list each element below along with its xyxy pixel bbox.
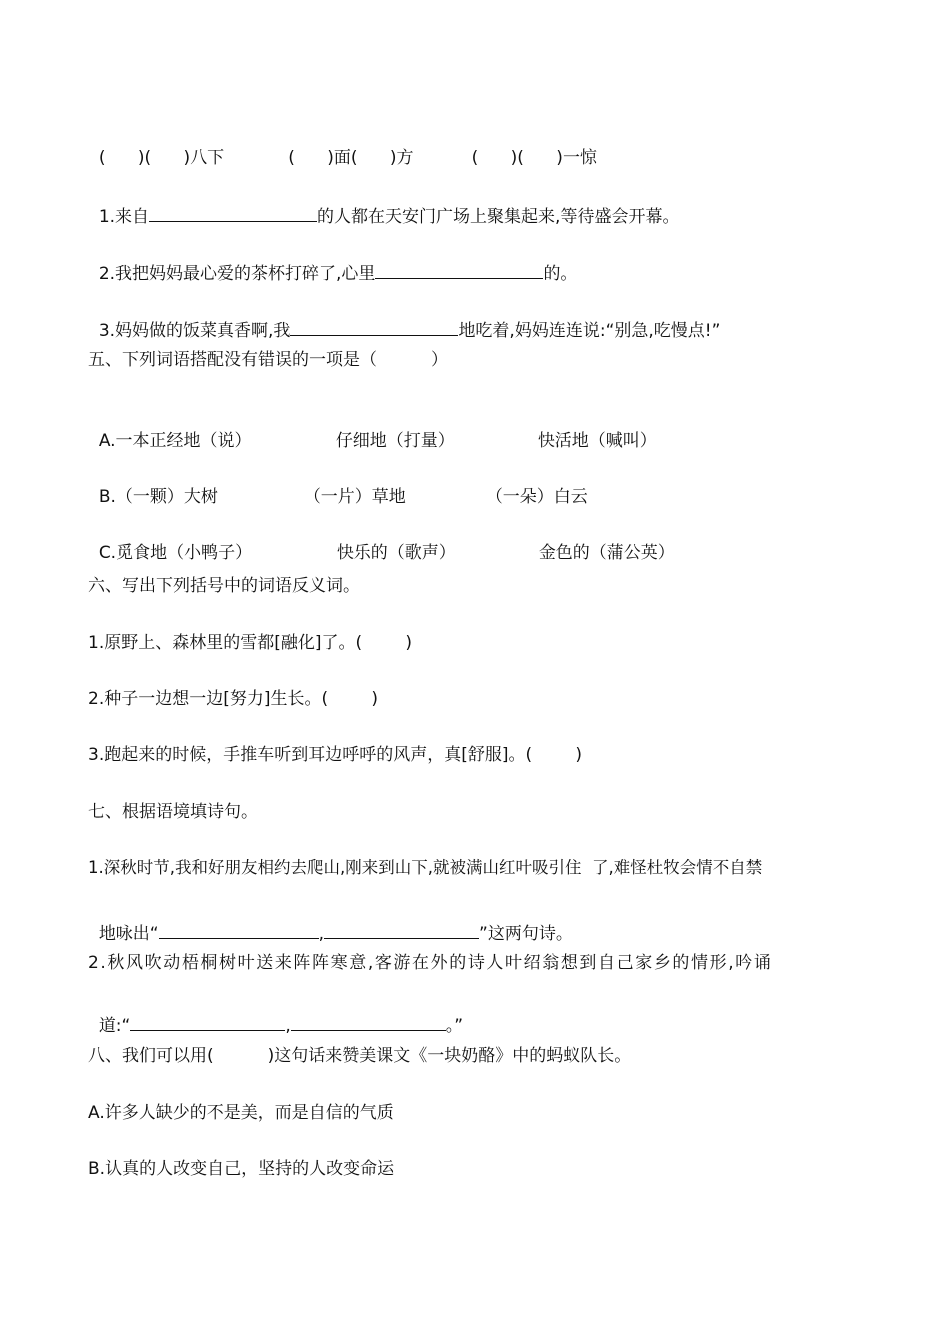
option-b[interactable]: B.认真的人改变自己，坚持的人改变命运: [88, 1159, 395, 1179]
section-6-title: 六、写出下列括号中的词语反义词。: [88, 576, 360, 596]
answer-blank[interactable]: [149, 203, 317, 222]
option-a[interactable]: A.一本正经地（说） 仔细地（打量） 快活地（喊叫）: [98, 431, 657, 451]
answer-blank[interactable]: [130, 1012, 285, 1031]
option-a[interactable]: A.许多人缺少的不是美，而是自信的气质: [88, 1103, 394, 1123]
poem-question-1-line-1: 1.深秋时节,我和好朋友相约去爬山,刚来到山下,就被满山红叶吸引住 了,难怪杜牧会情不自禁: [88, 858, 763, 877]
idiom-2: ( )面( )方: [288, 148, 414, 168]
section-5-title: 五、下列词语搭配没有错误的一项是（ ）: [88, 350, 449, 370]
poem-question-2-line-1: 2.秋风吹动梧桐树叶送来阵阵寒意,客游在外的诗人叶绍翁想到自己家乡的情形,吟诵: [88, 953, 773, 973]
fill-question-3: 3.妈妈做的饭菜真香啊,我 地吃着,妈妈连连说:“别急,吃慢点!”: [88, 293, 720, 343]
poem-question-1-line-2: 地咏出“ , ”这两句诗。: [88, 896, 573, 946]
section-7-title: 七、根据语境填诗句。: [88, 802, 258, 822]
idiom-1: ( )( )八下: [98, 148, 225, 168]
option-c[interactable]: C.觅食地（小鸭子） 快乐的（歌声） 金色的（蒲公英）: [98, 543, 675, 563]
answer-blank[interactable]: [291, 1012, 446, 1031]
answer-blank[interactable]: [324, 920, 479, 939]
antonym-question-3: 3.跑起来的时候，手推车听到耳边呼呼的风声，真[舒服]。( ): [88, 745, 582, 765]
antonym-question-2: 2.种子一边想一边[努力]生长。( ): [88, 689, 378, 709]
antonym-question-1: 1.原野上、森林里的雪都[融化]了。( ): [88, 633, 412, 653]
poem-question-2-line-2: 道:“ , 。”: [88, 988, 463, 1038]
idiom-3: ( )( )一惊: [471, 148, 597, 168]
fill-question-1: 1.来自 的人都在天安门广场上聚集起来,等待盛会开幕。: [88, 179, 679, 229]
section-8-title: 八、我们可以用( )这句话来赞美课文《一块奶酪》中的蚂蚁队长。: [88, 1046, 632, 1066]
answer-blank[interactable]: [290, 317, 458, 336]
answer-blank[interactable]: [159, 920, 319, 939]
idiom-row: [88, 122, 597, 170]
fill-question-2: 2.我把妈妈最心爱的茶杯打碎了,心里 的。: [88, 236, 577, 286]
option-b[interactable]: B.（一颗）大树 （一片）草地 （一朵）白云: [98, 487, 588, 507]
answer-blank[interactable]: [375, 260, 543, 279]
